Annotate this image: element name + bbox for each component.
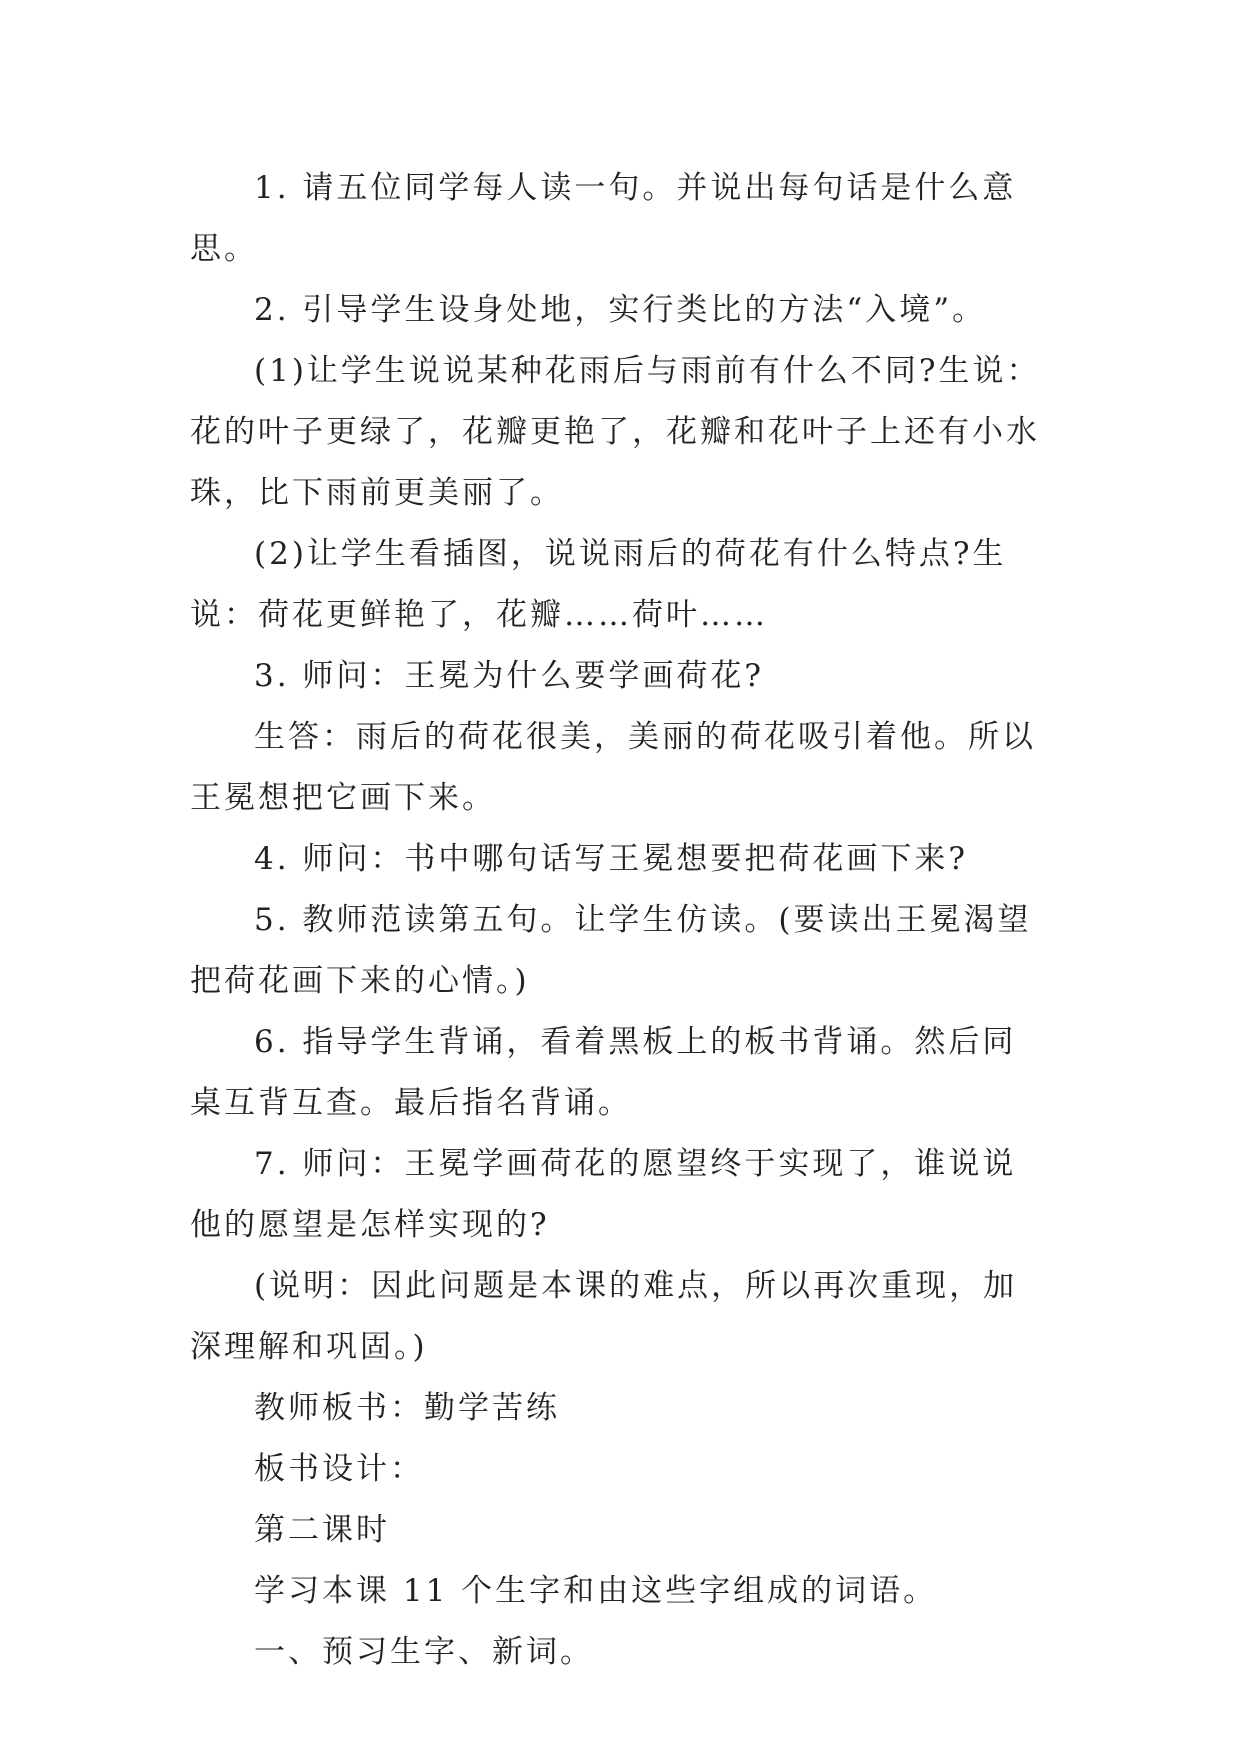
document-body [190, 158, 1050, 1683]
paragraph-13: 板书设计： [254, 1451, 424, 1487]
paragraph-11: (说明：因此问题是本课的难点，所以再次重现，加深理解和巩固。) [190, 1268, 1018, 1365]
paragraph-14: 第二课时 [254, 1512, 390, 1548]
paragraph-6: 生答：雨后的荷花很美，美丽的荷花吸引着他。所以王冕想把它画下来。 [190, 719, 1036, 816]
paragraph-4: (2)让学生看插图，说说雨后的荷花有什么特点?生说：荷花更鲜艳了，花瓣……荷叶…… [190, 536, 1007, 633]
paragraph-12: 教师板书：勤学苦练 [254, 1390, 560, 1426]
paragraph-7: 4. 师问：书中哪句话写王冕想要把荷花画下来? [254, 841, 969, 877]
paragraph-5: 3. 师问：王冕为什么要学画荷花? [254, 658, 765, 694]
paragraph-1: 1. 请五位同学每人读一句。并说出每句话是什么意思。 [190, 170, 1017, 267]
paragraph-8: 5. 教师范读第五句。让学生仿读。(要读出王冕渴望把荷花画下来的心情。) [190, 902, 1032, 999]
paragraph-3: (1)让学生说说某种花雨后与雨前有什么不同?生说：花的叶子更绿了，花瓣更艳了，花瓣和花叶子上还有小水珠，比下雨前更美丽了。 [190, 353, 1041, 511]
paragraph-10: 7. 师问：王冕学画荷花的愿望终于实现了，谁说说他的愿望是怎样实现的? [190, 1146, 1017, 1243]
paragraph-9: 6. 指导学生背诵，看着黑板上的板书背诵。然后同桌互背互查。最后指名背诵。 [190, 1024, 1017, 1121]
paragraph-15: 学习本课 11 个生字和由这些字组成的词语。 [254, 1573, 938, 1609]
paragraph-2: 2. 引导学生设身处地，实行类比的方法“入境”。 [254, 292, 987, 328]
paragraph-16: 一、预习生字、新词。 [254, 1634, 594, 1670]
